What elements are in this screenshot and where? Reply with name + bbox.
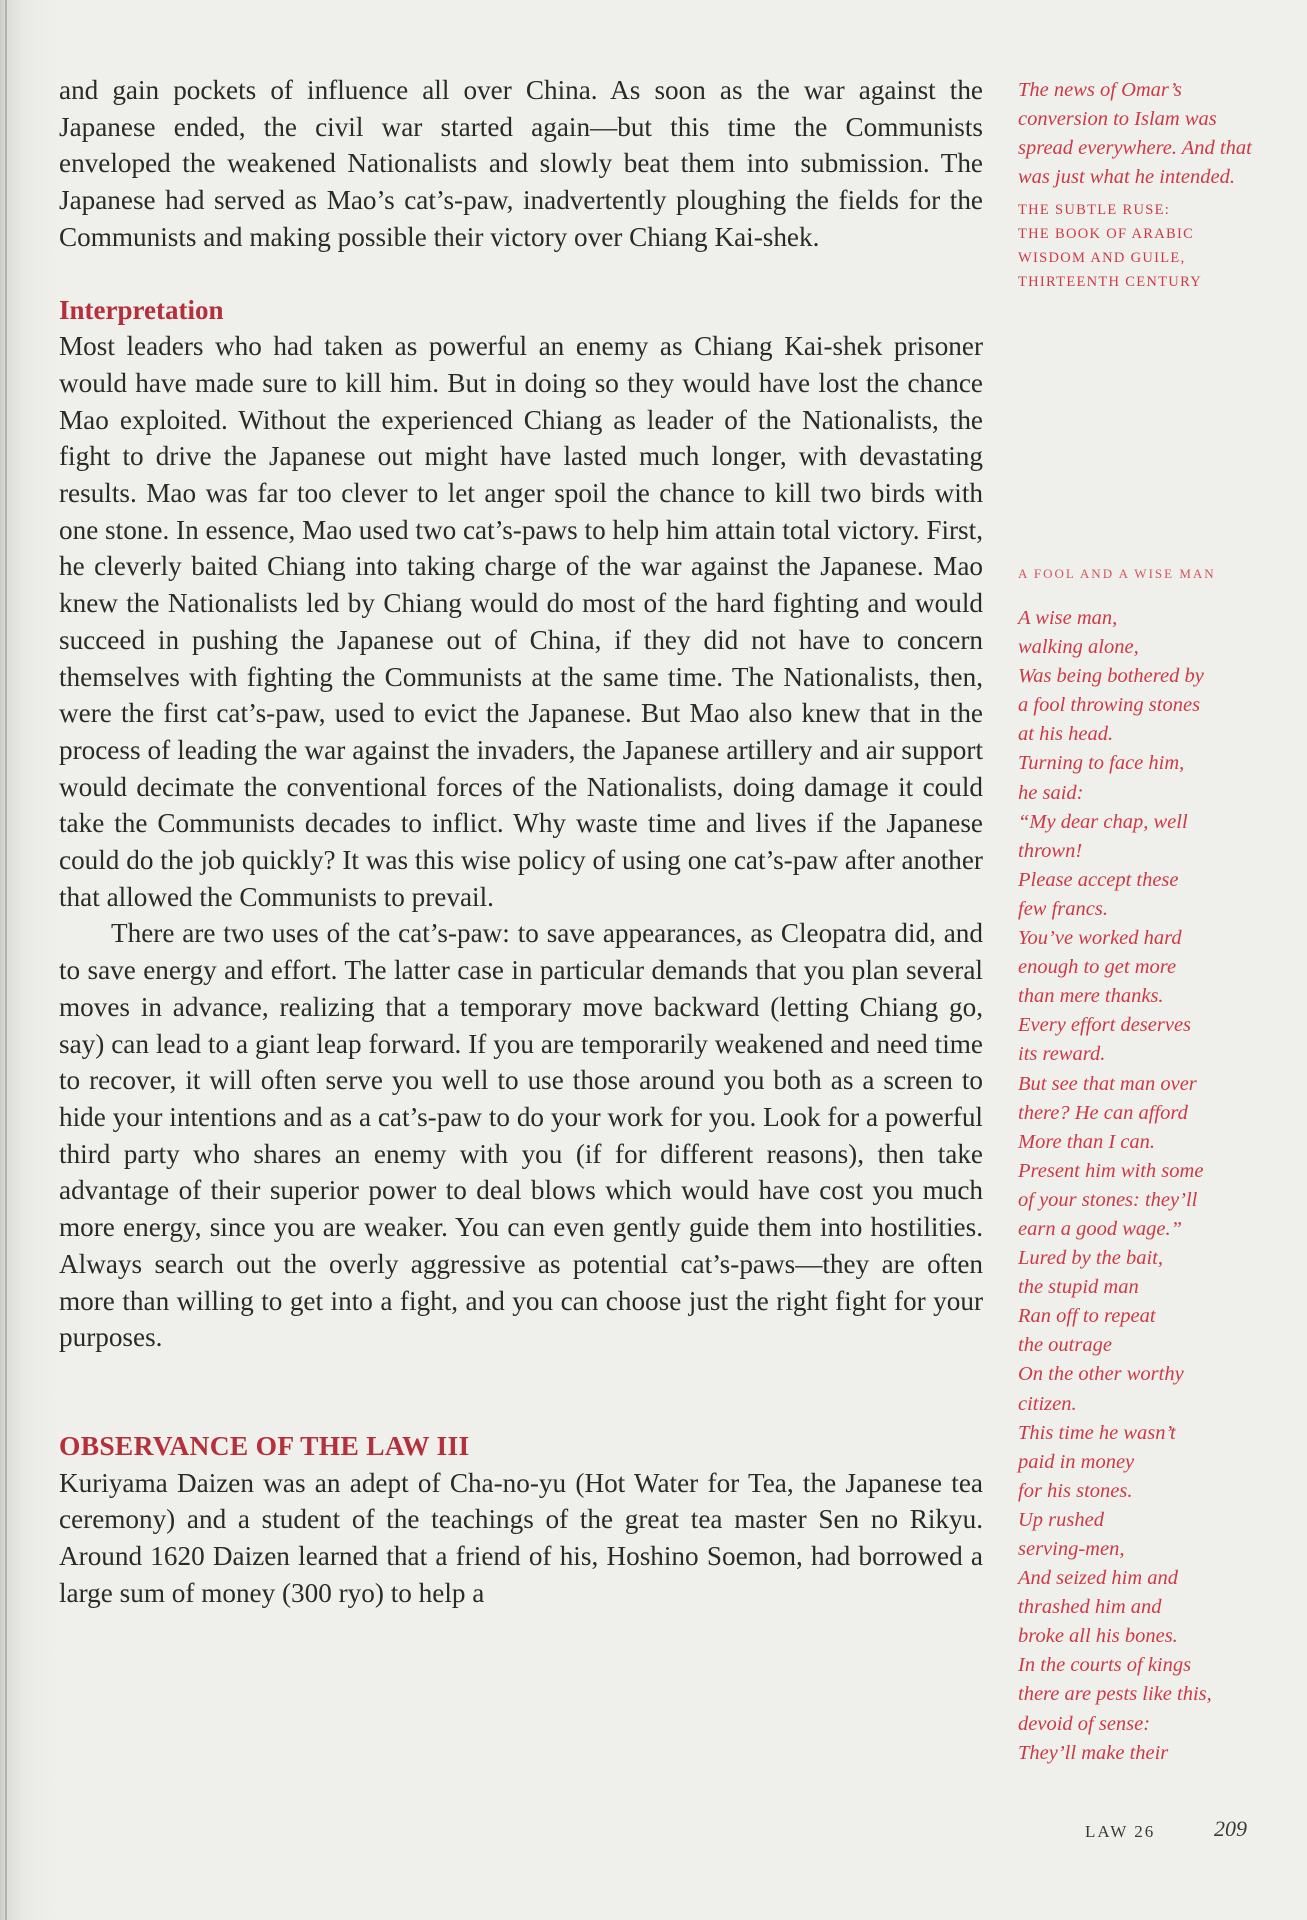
fable-line: This time he wasn’t — [1018, 1421, 1176, 1444]
fable-line: devoid of sense: — [1018, 1712, 1151, 1735]
fable-line: A wise man, — [1018, 607, 1118, 629]
fable-line: enough to get more — [1018, 956, 1177, 979]
page-gutter — [5, 0, 7, 1920]
fable-line: But see that man over — [1018, 1072, 1197, 1095]
fable-line: he said: — [1018, 781, 1084, 804]
paragraph-opening: and gain pockets of influence all over China. As soon as the war against the Japanese ended, the civil war started again—but this time the Communists enveloped the weakened Nationalists and slowly beat them into submission. The Japanese had served as Mao’s cat’s-paw, inadvertently ploughing the fields for the Communists and making possible their victory over Chiang Kai-shek. — [59, 75, 983, 252]
fable-line: the stupid man — [1018, 1276, 1139, 1299]
paragraph-two-uses: There are two uses of the cat’s-paw: to save appearances, as Cleopatra did, and to save energy and effort. The latter case in particular demands that you plan several moves in advance, realizing that a temporary move backward (letting Chiang go, say) can lead to a giant leap forward. If you are temporarily weakened and need time to recover, it will often serve you well to use those around you both as a screen to hide your intentions and as a cat’s-paw to do your work for you. Look for a powerful third party who shares an enemy with you (if for different reasons), then take advantage of their superior power to deal blows which would have cost you much more energy, since you are weaker. You can even gently guide them into hostilities. Always search out the overly aggressive as potential cat’s-paws—they are often more than willing to get into a fight, and you can choose just the right fight for your purposes. — [59, 918, 983, 1353]
sidebar-quote-text: The news of Omar’s conversion to Islam was spread everywhere. And that was just what he intended. — [1018, 79, 1252, 188]
fable-line: thrown! — [1018, 839, 1083, 862]
fable-line: Up rushed — [1018, 1508, 1104, 1531]
fable-line: than mere thanks. — [1018, 985, 1164, 1008]
paragraph-observance: Kuriyama Daizen was an adept of Cha-no-yu (Hot Water for Tea, the Japanese tea ceremony) and a student of the teachings of the great tea master Sen no Rikyu. Around 1620 Daizen learned that a friend of his, Hoshino Soemon, had borrowed a large sum of money (300 ryo) to help a — [59, 1467, 983, 1608]
fable-line: Ran off to repeat — [1018, 1305, 1156, 1328]
fable-line: broke all his bones. — [1018, 1625, 1178, 1648]
main-text-column — [59, 72, 983, 1611]
fable-line: On the other worthy — [1018, 1363, 1184, 1386]
fable-line: walking alone, — [1018, 636, 1139, 659]
sidebar-quote — [1018, 76, 1258, 294]
fable-line: the outrage — [1018, 1334, 1112, 1357]
fable-line: Every effort deserves — [1018, 1014, 1192, 1037]
fable-line: They’ll make their — [1018, 1741, 1169, 1764]
fable-line: Please accept these — [1018, 868, 1179, 891]
heading-interpretation: Interpretation — [59, 294, 224, 325]
fable-line: its reward. — [1018, 1043, 1106, 1066]
fable-title: A FOOL AND A WISE MAN — [1018, 566, 1216, 581]
fable-line: Lured by the bait, — [1018, 1247, 1164, 1270]
source-line: THIRTEENTH CENTURY — [1018, 274, 1203, 290]
heading-observance: OBSERVANCE OF THE LAW III — [59, 1429, 470, 1461]
running-head: LAW 26 — [1085, 1822, 1156, 1841]
fable-line: a fool throwing stones — [1018, 694, 1201, 717]
fable-line: citizen. — [1018, 1392, 1077, 1415]
fable-line: of your stones: they’ll — [1018, 1188, 1198, 1211]
source-line: WISDOM AND GUILE, — [1018, 250, 1186, 266]
fable-line: few francs. — [1018, 897, 1108, 920]
fable-line: Was being bothered by — [1018, 665, 1204, 688]
paragraph-interpretation: Most leaders who had taken as powerful an enemy as Chiang Kai-shek prisoner would have made sure to kill him. But in doing so they would have lost the chance Mao exploited. Without the experienced Chiang as leader of the Nationalists, the fight to drive the Japanese out might have lasted much longer, with devastating results. Mao was far too clever to let anger spoil the chance to kill two birds with one stone. In essence, Mao used two cat’s-paws to help him attain total victory. First, he cleverly baited Chiang into taking charge of the war against the Japanese. Mao knew the Nationalists led by Chiang would do most of the hard fighting and would succeed in pushing the Japanese out of China, if they did not have to concern themselves with fighting the Communists at the same time. The Nationalists, then, were the first cat’s-paw, used to evict the Japanese. But Mao also knew that in the process of leading the war against the invaders, the Japanese artillery and air support would decimate the conventional forces of the Nationalists, doing damage it could take the Communists decades to inflict. Why waste time and lives if the Japanese could do the job quickly? It was this wise policy of using one cat’s-paw after another that allowed the Communists to prevail. — [59, 331, 983, 912]
sidebar-fable — [1018, 562, 1258, 1768]
page-number: 209 — [1214, 1816, 1247, 1841]
fable-line: there? He can afford — [1018, 1101, 1188, 1124]
fable-line: thrashed him and — [1018, 1596, 1162, 1619]
fable-line: serving-men, — [1018, 1538, 1125, 1560]
source-line: THE SUBTLE RUSE: — [1018, 202, 1171, 218]
sidebar-quote-source — [1018, 198, 1258, 294]
fable-verse — [1018, 604, 1258, 1768]
fable-line: paid in money — [1018, 1450, 1135, 1473]
fable-line: More than I can. — [1018, 1130, 1156, 1153]
fable-line: there are pests like this, — [1018, 1683, 1212, 1706]
fable-line: And seized him and — [1018, 1567, 1178, 1590]
fable-line: for his stones. — [1018, 1479, 1133, 1502]
fable-line: “My dear chap, well — [1018, 810, 1188, 833]
fable-line: earn a good wage.” — [1018, 1217, 1182, 1240]
fable-line: In the courts of kings — [1018, 1654, 1192, 1677]
source-line: THE BOOK OF ARABIC — [1018, 226, 1195, 242]
fable-line: Turning to face him, — [1018, 752, 1185, 775]
fable-line: Present him with some — [1018, 1159, 1204, 1182]
fable-line: You’ve worked hard — [1018, 927, 1182, 950]
fable-line: at his head. — [1018, 723, 1114, 746]
